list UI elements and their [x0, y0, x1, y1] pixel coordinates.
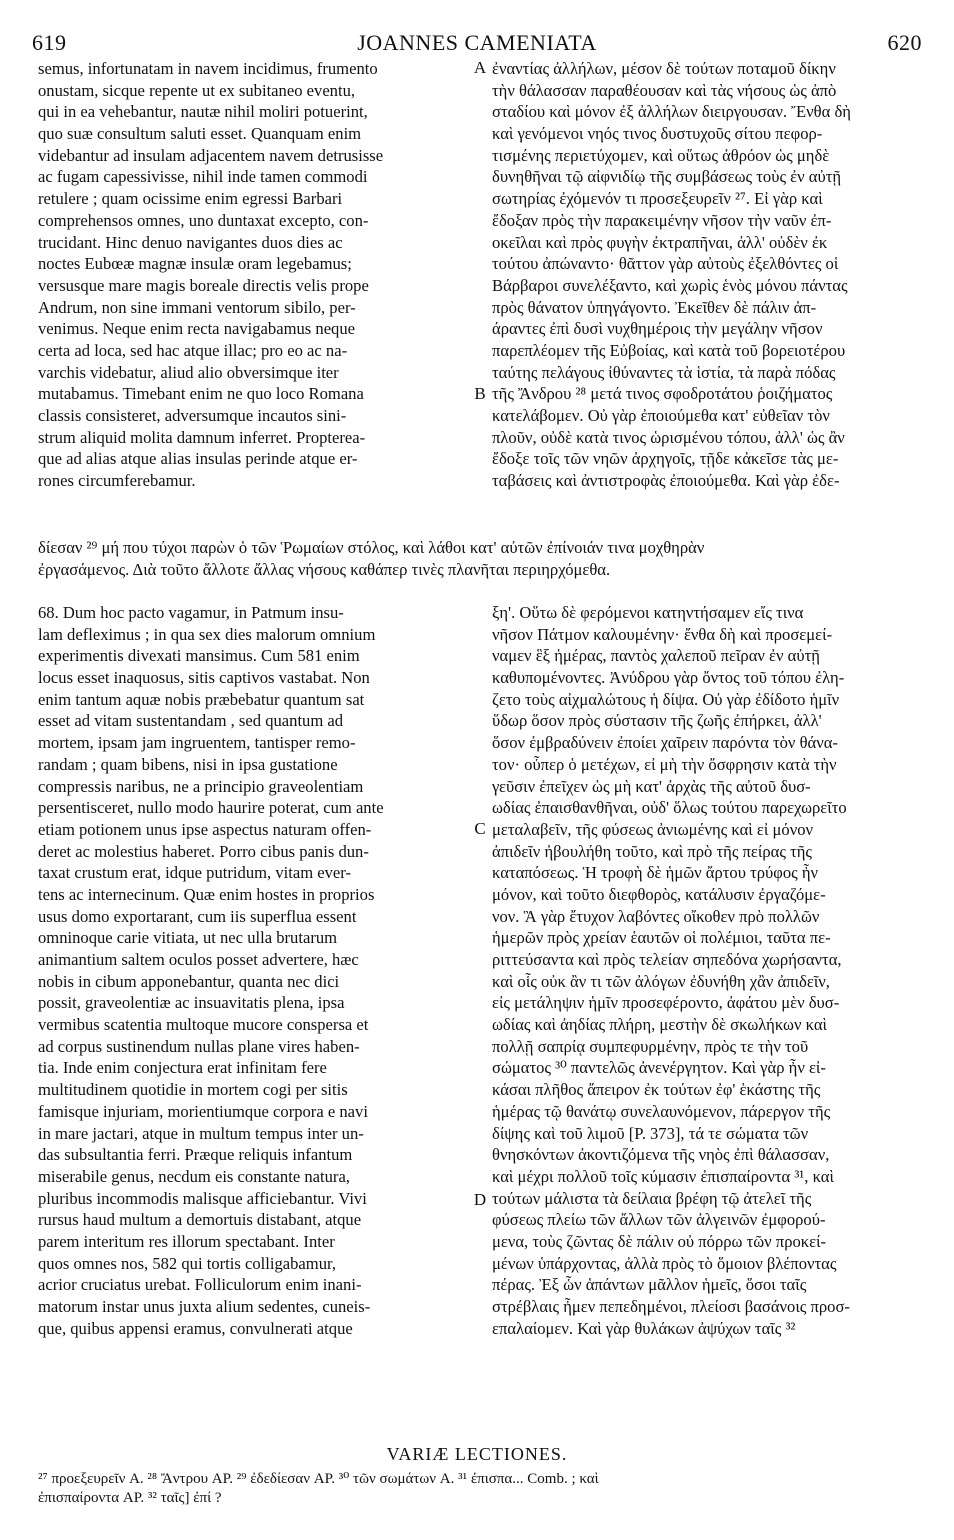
running-title: JOANNES CAMENIATA [357, 30, 597, 55]
greek-text-line: ἔδοξαν πρὸς τὴν παρακειμένην νῆσον τὴν ναῦν ἐπ- [492, 210, 832, 230]
greek-text-line: καὶ οἷς οὐκ ἂν τι τῶν ἀλόγων ἐδυνήθη χἂν ἀπιδεῖν, [492, 971, 830, 991]
latin-text-line: animantium saltem oculos posset advertere, hæc [38, 950, 359, 969]
latin-text-line: varchis videbatur, aliud alio obversimque iter [38, 362, 339, 382]
greek-text-line: ταβάσεις καὶ ἀντιστροφὰς ἐποιούμεθα. Καὶ γὰρ ἐδε- [492, 471, 840, 491]
latin-text-line: matorum instar unus juxta alium sedentes, cuneis- [38, 1297, 371, 1316]
page-number-left: 619 [32, 30, 67, 55]
latin-text-line: pluribus incommodis malisque afficiebantur. Vivi [38, 1188, 367, 1208]
section-marker-b: B [474, 384, 486, 403]
latin-text-line: mutabamus. Timebant enim ne quo loco Romana [38, 384, 364, 404]
footnote-line: ἐπισπαίροντα AP. ³² ταῖς] ἐπί ? [38, 1490, 222, 1506]
section-marker-c: C [474, 819, 486, 838]
latin-text-line: ac fugam capessivisse, nihil inde tamen commodi [38, 167, 368, 187]
greek-text-line: θνησκόντων ἀκοντιζόμενα τῆς νηὸς ἐπὶ θάλασσαν, [492, 1145, 830, 1165]
footnote-line: ²⁷ προεξευρεῖν A. ²⁸ Ἄντρου AP. ²⁹ ἐδεδίεσαν AP. ³⁰ τῶν σωμάτων A. ³¹ ἐπισπα... Comb. ; καὶ [38, 1471, 599, 1487]
latin-text-line: tia. Inde enim conjectura erat infinitam fere [38, 1058, 327, 1078]
latin-text-line: onustam, sicque repente ut ex subitaneo eventu, [38, 80, 356, 100]
latin-text-line: locus esset inaquosus, sitis captivos vastabat. Non [38, 668, 370, 688]
latin-text-line: omninoque carie vitiata, ut nec ulla brutarum [38, 928, 338, 948]
greek-text-line: τον· οὗπερ ὁ μετέχων, εἰ μὴ τὴν ὄσφρησιν κατὰ τὴν [492, 754, 837, 774]
section-marker-d: D [473, 1190, 487, 1209]
greek-text-line: ὕδωρ ὅσον πρὸς σύστασιν τῆς ζωῆς ἐπήρκει, ἀλλ' [492, 711, 822, 731]
latin-text-line: etiam potionem unus ipse aspectus naturam offen- [38, 819, 372, 839]
greek-text-line: οκεῖλαι καὶ πρὸς φυγὴν ἐκτραπῆναι, ἀλλ' οὐδὲν ἐκ [492, 232, 828, 252]
spanning-text-line: ἐργασάμενος. Διὰ τοῦτο ἄλλοτε ἄλλας νήσους καθάπερ τινὲς πλανῆται περιηρχόμεθα. [38, 559, 611, 579]
greek-text-line: παρεπλέομεν τῆς Εὐβοίας, καὶ κατὰ τοῦ βορειοτέρου [492, 340, 846, 360]
greek-text-line: ἐναντίας ἀλλήλων, μέσον δὲ τούτων ποταμοῦ δίκην [492, 59, 836, 78]
greek-text-line: ναμεν ἓξ ἡμέρας, παντὸς χαλεποῦ πεῖραν ἐν αὐτῇ [492, 646, 820, 666]
latin-text-line: retulere ; quam ocissime enim egressi Barbari [38, 189, 343, 209]
latin-text-line: experimentis divexati mansimus. Cum 581 enim [38, 646, 360, 666]
greek-text-line: κατελάβομεν. Οὐ γὰρ ἐποιούμεθα κατ' εὐθεῖαν τὸν [492, 406, 830, 425]
greek-text-line: μενα, τοὺς ζῶντας δὲ πάλιν οὐ πόρρω τῶν προκεί- [492, 1231, 827, 1251]
latin-text-line: videbantur ad insulam adjacentem navem detrusisse [38, 145, 384, 165]
running-header [32, 30, 922, 60]
latin-text-line: que ad alias atque alias insulas perinde atque er- [38, 449, 358, 469]
latin-text-line: esset ad vitam sustentandam , sed quantum ad [38, 711, 344, 731]
greek-text-line: άραντες ἐπὶ δυσὶ νυχθημέροις τὴν μεγάλην νῆσον [492, 319, 823, 339]
latin-text-line: qui in ea vehebantur, nautæ nihil moliri potuerint, [38, 102, 368, 122]
latin-text-line: in mare jactari, atque in multum tempus inter un- [38, 1123, 364, 1143]
greek-text-line: γεῦσιν ἐπεῖχεν ὡς μὴ κατ' ἀρχὰς τῆς αὐτοῦ δυσ- [492, 776, 811, 796]
greek-text-line: επαλαίομεν. Καὶ γὰρ θυλάκων ἀψύχων ταῖς ³² [492, 1318, 796, 1338]
greek-text-line: μένων ὑπάρχοντας, ἀλλὰ πρὸς τὸ ὅμοιον βλέποντας [492, 1253, 837, 1273]
greek-text-line: νῆσον Πάτμον καλουμένην· ἔνθα δὴ καὶ προσεμεί- [492, 624, 833, 644]
latin-text-line: trucidant. Hinc denuo navigantes duos dies ac [38, 232, 343, 252]
latin-text-line: miserabile genus, necdum eis constante natura, [38, 1166, 350, 1186]
latin-text-line: ad corpus sustinendum nullas plane vires haben- [38, 1036, 360, 1056]
latin-text-line: acrior cruciatus urebat. Folliculorum enim inani- [38, 1275, 362, 1295]
greek-text-line: σταδίου καὶ μόνον ἐξ ἀλλήλων διειργουσαν. Ἔνθα δὴ [492, 102, 851, 122]
greek-spanning-lines [38, 537, 924, 580]
variae-lectiones-title: VARIÆ LECTIONES. [386, 1444, 568, 1464]
greek-text-line: μεταλαβεῖν, τῆς φύσεως ἀνιωμένης καὶ εἰ μόνον [492, 819, 814, 839]
greek-text-line: νον. Ἃ γὰρ ἔτυχον λαβόντες οἴκοθεν πρὸ πολλῶν [492, 906, 820, 926]
latin-text-line: rones circumferebamur. [38, 471, 196, 491]
greek-column-bottom [492, 602, 924, 1339]
latin-text-line: lam deflеximus ; in qua sex dies malorum omnium [38, 624, 376, 644]
greek-text-line: σώματος ³⁰ παντελῶς ἀνενέργητον. Καὶ γὰρ ἦν εἰ- [492, 1058, 826, 1078]
greek-text-line: καθυπομένοντες. Ἀνύδρου γὰρ ὄντος τοῦ τόπου ἐλη- [492, 668, 845, 688]
greek-text-line: τὴν θάλασσαν παραθέουσαν καὶ τὰς νήσους ὡς ἀπὸ [492, 80, 837, 100]
greek-text-line: πλοῦν, οὐδὲ κατὰ τινος ὡρισμένου τόπου, ἀλλ' ὡς ἂν [492, 427, 845, 447]
greek-text-line: φύσεως πλείω τῶν ἄλλων τῶν ἀλγεινῶν ἐμφορού- [492, 1210, 826, 1230]
greek-text-line: πέρας. Ἐξ ὧν ἁπάντων μᾶλλον ἡμεῖς, ὅσοι ταῖς [492, 1275, 807, 1295]
greek-text-line: ταύτης πελάγους ἰθύναντες τὰ ἱστία, τὰ παρὰ πόδας [492, 362, 836, 382]
greek-text-line: τούτου ἀπώναντο· θᾶττον γὰρ αὐτοὺς ἐξελθόντες οἱ [492, 254, 839, 274]
latin-text-line: taxat crustum erat, idque putridum, vitam ever- [38, 863, 352, 883]
greek-text-line: πρὸς θάνατον ὑπηγάγοντο. Ἐκεῖθεν δὲ πάλιν ἀπ- [492, 297, 817, 317]
latin-text-line: usus domo exportarant, cum iis superflua essent [38, 906, 357, 926]
latin-text-line: quos omnes nos, 582 qui tortis colligabamur, [38, 1253, 336, 1273]
spanning-text-line: δίεσαν ²⁹ μή που τύχοι παρὼν ὁ τῶν Ῥωμαίων στόλος, καὶ λάθοι κατ' αὐτῶν ἐπίνοιάν τινα μοχθηρὰν [38, 538, 705, 557]
greek-text-line: ὅσον ἐμβραδύνειν ἐποίει χαῖρειν παρόντα τὸν θάνα- [492, 733, 838, 753]
latin-text-line: famisque injuriam, morientiumque corpora e navi [38, 1101, 368, 1121]
greek-text-line: ζετο τοὺς αἰχμαλώτους ἡ δίψα. Οὐ γὰρ ἐδίδοτο ἡμῖν [492, 689, 840, 709]
latin-text-line: semus, infortunatam in navem incidimus, frumento [38, 59, 378, 78]
latin-text-line: possit, graveolentiæ ac insuavitatis plena, ipsa [38, 993, 345, 1013]
latin-column-bottom [38, 602, 466, 1339]
latin-text-line: persentisceret, nullo modo haurire poterat, cum ante [38, 798, 384, 818]
latin-text-line: tens ac internecinum. Quæ enim hostes in proprios [38, 884, 375, 904]
greek-text-line: καὶ μέχρι πολλοῦ τοῖς κύμασιν ἐπισπαίροντα ³¹, καὶ [492, 1166, 834, 1186]
latin-text-line: versusque mare magis boreale directis velis prope [38, 275, 369, 295]
greek-text-line: δυνηθῆναι τῷ αἰφνιδίῳ τῆς συμβάσεως τοὺς ἐν αὐτῇ [492, 167, 842, 187]
greek-text-line: ωδίας καὶ ἀηδίας πλήρη, μεστὴν δὲ σκωλήκων καὶ [492, 1015, 827, 1035]
latin-text-line: randam ; quam bibens, nisi in ipsa gustatione [38, 754, 338, 774]
latin-text-line: venimus. Neque enim recta navigabamus neque [38, 319, 356, 339]
greek-text-line: ἀπιδεῖν ἠβουλήθη τοῦτο, καὶ πρὸ τῆς πείρας τῆς [492, 841, 812, 861]
latin-column-top [38, 58, 466, 492]
greek-text-line: μόνον, καὶ τοῦτο διεφθορὸς, κατάλυσιν ἐργαζόμε- [492, 884, 826, 904]
greek-text-line: ξη'. Οὕτω δὲ φερόμενοι κατηντήσαμεν εἴς τινα [492, 603, 804, 622]
greek-text-line: κάσαι πλῆθος ἄπειρον ἐκ τούτων ἐφ' ἑκάστης τῆς [492, 1080, 821, 1100]
latin-text-line: comprehensos omnes, uno duntaxat excepto, con- [38, 210, 369, 230]
greek-text-line: στρέβλαις ἦμεν πεπεδημένοι, πλείοσι βασάνοις προσ- [492, 1297, 850, 1316]
latin-text-line: enim tantum aquæ nobis præbebatur quantum sat [38, 689, 365, 709]
latin-text-line: 68. Dum hoc pacto vagamur, in Patmum insu- [38, 603, 344, 622]
greek-text-line: ἡμερῶν πρὸς χρείαν ἑαυτῶν οἱ πολέμιοι, ταῦτα πε- [492, 928, 831, 948]
page-number-right: 620 [887, 30, 922, 55]
greek-text-line: Βάρβαροι συνελέξαντο, καὶ χωρὶς ἑνὸς μόνου πάντας [492, 275, 848, 295]
greek-text-line: σωτηρίας ἐχόμενόν τι προσεξευρεῖν ²⁷. Εἰ γὰρ καὶ [492, 189, 823, 209]
greek-text-line: τισμένης περιετύχομεν, καὶ οὕτως ἀθρόον ὡς μηδὲ [492, 145, 830, 165]
latin-text-line: classis consisteret, adversumque incautos sini- [38, 406, 347, 425]
greek-column-top [492, 58, 924, 492]
latin-text-line: multitudinem quotidie in mortem cogi per sitis [38, 1080, 348, 1100]
greek-text-line: ριττεύσαντα καὶ πρὸς τελείαν σηπεδόνα χωρήσαντα, [492, 950, 842, 969]
latin-text-line: strum aliquid molita damnum inferret. Proptereа- [38, 427, 366, 447]
latin-text-line: certa ad loca, sed hac atque illac; pro eo ac na- [38, 340, 348, 360]
greek-text-line: πολλῇ σαπρίᾳ συμπεφυρμένην, πρὸς τε τὴν τοῦ [492, 1036, 809, 1056]
greek-text-line: καταπόσεως. Ἡ τροφὴ δὲ ἡμῶν ἄρτου τρύφος ἦν [492, 863, 819, 883]
latin-text-line: mortem, ipsam jam ingruentem, tantisper remo- [38, 733, 356, 753]
greek-text-line: δίψης καὶ τοῦ λιμοῦ [P. 373], τά τε σώματα τῶν [492, 1123, 809, 1143]
latin-text-line: noctes Eubœæ magnæ insulæ oram legebamus; [38, 254, 352, 274]
latin-text-line: compressis naribus, ne a principio graveolentiam [38, 776, 364, 796]
greek-text-line: τούτων μάλιστα τὰ δείλαια βρέφη τῷ ἀτελεῖ τῆς [492, 1188, 812, 1208]
latin-text-line: rursus haud multum a demortuis distabant, atque [38, 1210, 362, 1230]
greek-text-line: τῆς Ἄνδρου ²⁸ μετά τινος σφοδροτάτου ῥοιζήματος [492, 384, 833, 404]
latin-text-line: parem interitum res illorum spectabant. Inter [38, 1231, 335, 1251]
greek-text-line: εἰς μετάληψιν ἡμῖν προσεφέροντο, ἀφάτου μὲν δυσ- [492, 993, 840, 1013]
latin-text-line: que, quibus appensi eramus, convulnerati atque [38, 1318, 353, 1338]
latin-text-line: deret ac molestius haberet. Porro cibus panis dun- [38, 841, 369, 861]
greek-text-line: ἡμέρας τῷ θανάτῳ συνελαυνόμενον, πάρεργον τῆς [492, 1101, 831, 1121]
section-marker-a: A [473, 58, 487, 77]
latin-text-line: das subsultantia ferri. Præque reliquis infantum [38, 1145, 353, 1165]
greek-text-line: ἔδοξε τοῖς τῶν νηῶν ἀρχηγοῖς, τῇδε κἀκεῖσε τὰς με- [492, 449, 839, 469]
greek-text-line: ωδίας ἐπαισθανθῆναι, οὐδ' ὅλως τούτου παρεχωρεῖτο [492, 798, 847, 818]
latin-text-line: nobis in cibum apponebantur, quanta nec dici [38, 971, 340, 991]
latin-text-line: quo suæ consultum saluti esset. Quanquam enim [38, 124, 362, 144]
greek-text-line: καὶ γενόμενοι νηός τινος δυστυχοῦς σίτου πεφορ- [492, 124, 823, 144]
latin-text-line: Andrum, non sine immani ventorum sibilo, per- [38, 297, 356, 317]
footnotes [38, 1470, 918, 1508]
latin-text-line: vermibus scatentia multoque mucore conspersa et [38, 1015, 369, 1035]
